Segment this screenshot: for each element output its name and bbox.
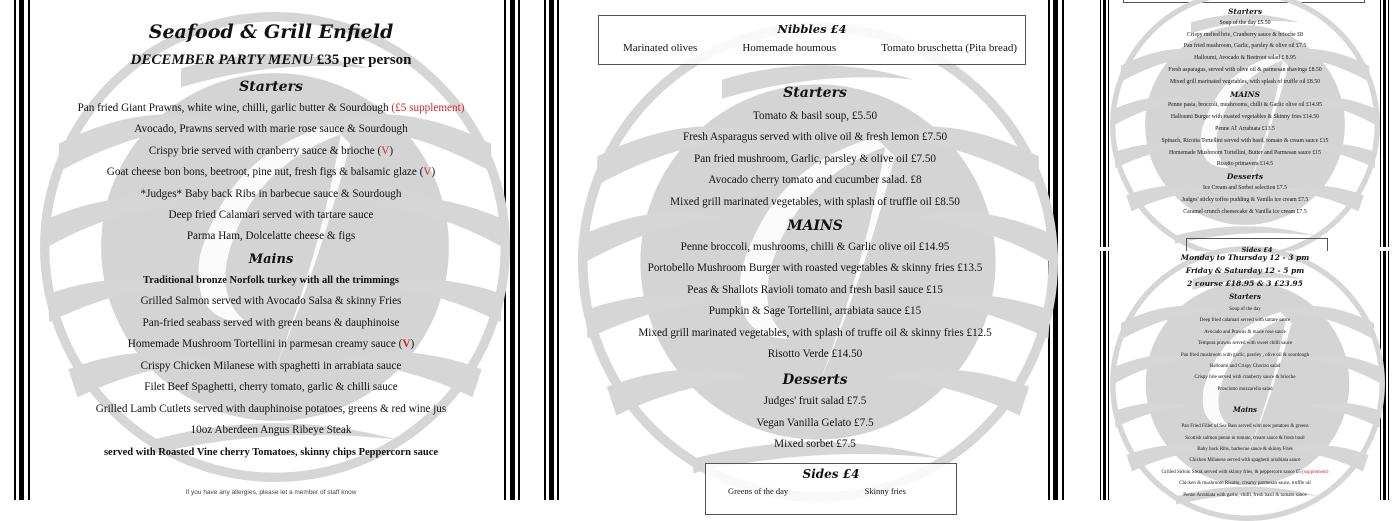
- menu-item: Mixed sorbet £7.5: [774, 438, 856, 451]
- nibble-item: Homemade houmous: [742, 42, 837, 54]
- menu-item: Avocado, Prawns served with marie rose sauce & Sourdough: [134, 123, 408, 136]
- sides-heading: Sides £4: [802, 467, 860, 481]
- page-border-right: [1380, 0, 1392, 247]
- menu-item: Risotto primavera £14.5: [1216, 161, 1274, 168]
- set-menu-offer: 2 course £18.95 & 3 £23.95: [1187, 279, 1303, 288]
- menu-item: Crispy Chicken Milanese with spaghetti in arrabiata sauce: [140, 359, 402, 372]
- menu-item: Traditional bronze Norfolk turkey with all the trimmings: [143, 274, 399, 286]
- starters-list: [40, 98, 502, 248]
- menu-item: Halloumi, Avocado & Beetroot salad £ 8.95: [1194, 55, 1296, 62]
- sides-heading: Sides £4: [1241, 246, 1273, 254]
- mains-list: [590, 237, 1040, 365]
- menu-item: Crispy brie served with cranberry sauce & brioche (V): [148, 144, 394, 157]
- supplement-note: (supplement): [1302, 469, 1329, 475]
- mains-heading: MAINS: [1230, 89, 1260, 99]
- menu-item: Parma Ham, Dolcelatte cheese & figs: [186, 230, 356, 243]
- mains-list: [1114, 421, 1376, 501]
- menu-item: Deep fried calamari served with tartare sauce: [1199, 318, 1291, 324]
- menu-item: Risotto Verde £14.50: [767, 348, 863, 361]
- menu-item: Chicken & mushroom Risotto, creamy parmesan sauce, truffle oil: [1179, 481, 1311, 487]
- mains-heading: Mains: [1233, 405, 1257, 415]
- menu-item: Fresh Asparagus served with olive oil & fresh lemon £7.50: [682, 131, 948, 144]
- menu-item: Ice Cream and Sorbet selection £7.5: [1202, 184, 1288, 191]
- menu-item: Portobello Mushroom Burger with roasted vegetables & skinny fries £13.5: [647, 262, 983, 275]
- sides-box: [705, 463, 957, 515]
- menu-item: Judges' fruit salad £7.5: [763, 395, 867, 408]
- page-border-left: [540, 0, 560, 500]
- menu-item: served with Roasted Vine cherry Tomatoes, skinny chips Peppercorn sauce: [103, 446, 439, 458]
- side-item: Greens of the day: [728, 486, 789, 496]
- menu-item: Homemade Mushroom Tortellini in parmesan creamy sauce (V): [127, 338, 415, 351]
- menu-item: Spinach, Ricotta Tortellini served with basil, tomato & cream sauce £15: [1161, 137, 1329, 144]
- menu-item: Goat cheese bon bons, beetroot, pine nut, fresh figs & balsamic glaze (V): [106, 166, 436, 179]
- mains-heading: Mains: [248, 251, 294, 267]
- menu-item: 10oz Aberdeen Angus Ribeye Steak: [190, 424, 352, 437]
- mains-heading: MAINS: [787, 218, 843, 235]
- menu-item: Mixed grill marinated vegetables, with splash of truffle oil £8.50: [670, 195, 960, 208]
- menu-item: Deep fried Calamari served with tartare sauce: [168, 209, 374, 222]
- menu-item: Mixed grill marinated vegetables, with splash of truffe oil & skinny fries £12.5: [638, 326, 992, 339]
- hours-line: Friday & Saturday 12 - 5 pm: [1185, 266, 1305, 275]
- vegetarian-badge: V: [423, 166, 432, 179]
- menu-item: Avocado cherry tomato and cucumber salad. £8: [708, 174, 922, 187]
- menu-item: Homemade Mushroom Tortellini, Butter and Parmesan sauce £15: [1168, 149, 1322, 156]
- party-menu-page: [0, 0, 528, 500]
- nibbles-heading: Nibbles £4: [777, 22, 847, 36]
- small-menu-bottom-page: [1098, 251, 1400, 500]
- menu-item: Chicken Milanese served with spaghetti arrabiata sauce: [1189, 458, 1301, 464]
- menu-item: Peas & Shallots Ravioli tomato and fresh basil sauce £15: [687, 283, 943, 296]
- menu-item: Penne pasta, broccoli, mushrooms, chilli & Garlic olive oil £14.95: [1167, 102, 1323, 109]
- starters-list: [590, 106, 1040, 213]
- subtitle-name: DECEMBER PARTY MENU: [130, 52, 314, 68]
- nibble-item: Tomato bruschetta (Pita bread): [881, 42, 1017, 54]
- alacarte-menu-page: [540, 0, 1070, 500]
- menu-item: Tomato & basil soup, £5.50: [752, 110, 878, 122]
- menu-item: Pan fried mushroom with garlic, parsley , olive oil & sourdough: [1180, 352, 1310, 358]
- menu-item: Caramel crunch cheesecake & Vanilla ice cream £7.5: [1183, 208, 1307, 215]
- small-menu-top-page: [1098, 0, 1400, 254]
- menu-item: Soup of the day: [1229, 307, 1261, 312]
- hours-line: Monday to Thursday 12 - 3 pm: [1180, 253, 1310, 262]
- starters-heading: Starters: [1229, 292, 1261, 301]
- starters-heading: Starters: [1227, 7, 1263, 16]
- party-menu-subtitle: [40, 46, 502, 74]
- vegetarian-badge: V: [402, 338, 411, 351]
- menu-item: Crispy melted brie, Cranberry sauce & brioche £8: [1187, 31, 1303, 38]
- desserts-heading: Desserts: [1226, 172, 1264, 182]
- allergy-note: If you have any allergies, please let a member of staff know: [185, 489, 357, 497]
- menu-item: Grilled Salmon served with Avocado Salsa & skinny Fries: [140, 295, 402, 308]
- opening-hours: [1114, 251, 1376, 290]
- desserts-heading: Desserts: [782, 372, 848, 389]
- page-border-left: [14, 0, 34, 500]
- menu-item: Baby back Ribs, barbecue sauce & skinny Fries: [1197, 447, 1293, 453]
- menu-item: Tempura prawns served with sweet chilli sauce: [1197, 341, 1293, 347]
- menu-item: Pan Fried Fillet of Sea Bass served with new potatoes & greens: [1181, 424, 1309, 430]
- nibble-item: Marinated olives: [623, 42, 698, 54]
- menu-item: Penne broccoli, mushrooms, chilli & Garlic olive oil £14.95: [680, 241, 950, 254]
- menu-item: Penne Al' Arrabiata £13.5: [1215, 125, 1275, 132]
- menu-item: Pan-fried seabass served with green beans & dauphinoise: [142, 316, 400, 329]
- mains-list: [40, 270, 502, 464]
- menu-item: Mixed grill marinated vegetables, with splash of truffle oil £8.50: [1169, 78, 1321, 85]
- menu-item: Judges' sticky toffee pudding & Vanilla ice cream £7.5: [1181, 196, 1309, 203]
- sides-box: [1186, 238, 1328, 254]
- menu-item: Pan fried mushroom, Garlic, parsley & olive oil £7.5: [1183, 43, 1307, 50]
- menu-item: Soup of the day £5.50: [1219, 19, 1271, 26]
- menu-item: Pan fried mushroom, Garlic, parsley & olive oil £7.50: [693, 152, 937, 165]
- menu-item: Vegan Vanilla Gelato £7.5: [756, 416, 874, 429]
- menu-item: *Judges* Baby back Ribs in barbecue sauce & Sourdough: [140, 187, 402, 200]
- desserts-list: [590, 391, 1040, 455]
- menu-item: Pumpkin & Sage Tortellini, arrabiata sauce £15: [708, 305, 922, 318]
- menu-item: Crispy brie served with cranberry sauce & brioche: [1194, 375, 1296, 381]
- menu-item: Grilled Lamb Cutlets served with dauphinoise potatoes, greens & red wine jus: [95, 402, 447, 415]
- menu-item: Halloumi Burger with roasted vegetables & Skinny fries £14.50: [1170, 114, 1320, 121]
- menu-item: Avocado and Prawns & marie rose sauce: [1204, 329, 1286, 335]
- menu-item: Fresh asparagus, served with olive oil & parmesan shavings £8.50: [1168, 66, 1322, 73]
- side-item: Skinny fries: [864, 486, 906, 496]
- vegetarian-badge: V: [381, 144, 390, 157]
- menu-item: Filet Beef Spaghetti, cherry tomato, garlic & chilli sauce: [144, 381, 398, 394]
- menu-item: Prosciutto mozzarella salad: [1217, 386, 1273, 392]
- menu-item: Scottish salmon penne in tomato, cream sauce & fresh basil: [1185, 435, 1305, 441]
- menu-item: Pan fried Giant Prawns, white wine, chilli, garlic butter & Sourdough (£5 supplement): [77, 102, 465, 114]
- menu-item: Penne Arrabiata with garlic, chilli, fresh basil & tomato sauce: [1183, 492, 1307, 498]
- starters-heading: Starters: [783, 85, 847, 101]
- starters-heading: Starters: [239, 79, 303, 95]
- menu-item: Halloumi and Crispy Chorizo salad: [1209, 364, 1281, 370]
- restaurant-title: Seafood & Grill Enfield: [148, 21, 394, 43]
- starters-list: [1114, 304, 1376, 395]
- nibbles-box: [598, 15, 1026, 65]
- menu-item: Grilled Sirloin Steak served with skinny fries, & peppercorn sauce £5 (supplement): [1161, 469, 1329, 475]
- subtitle-price: £35 per person: [316, 52, 412, 68]
